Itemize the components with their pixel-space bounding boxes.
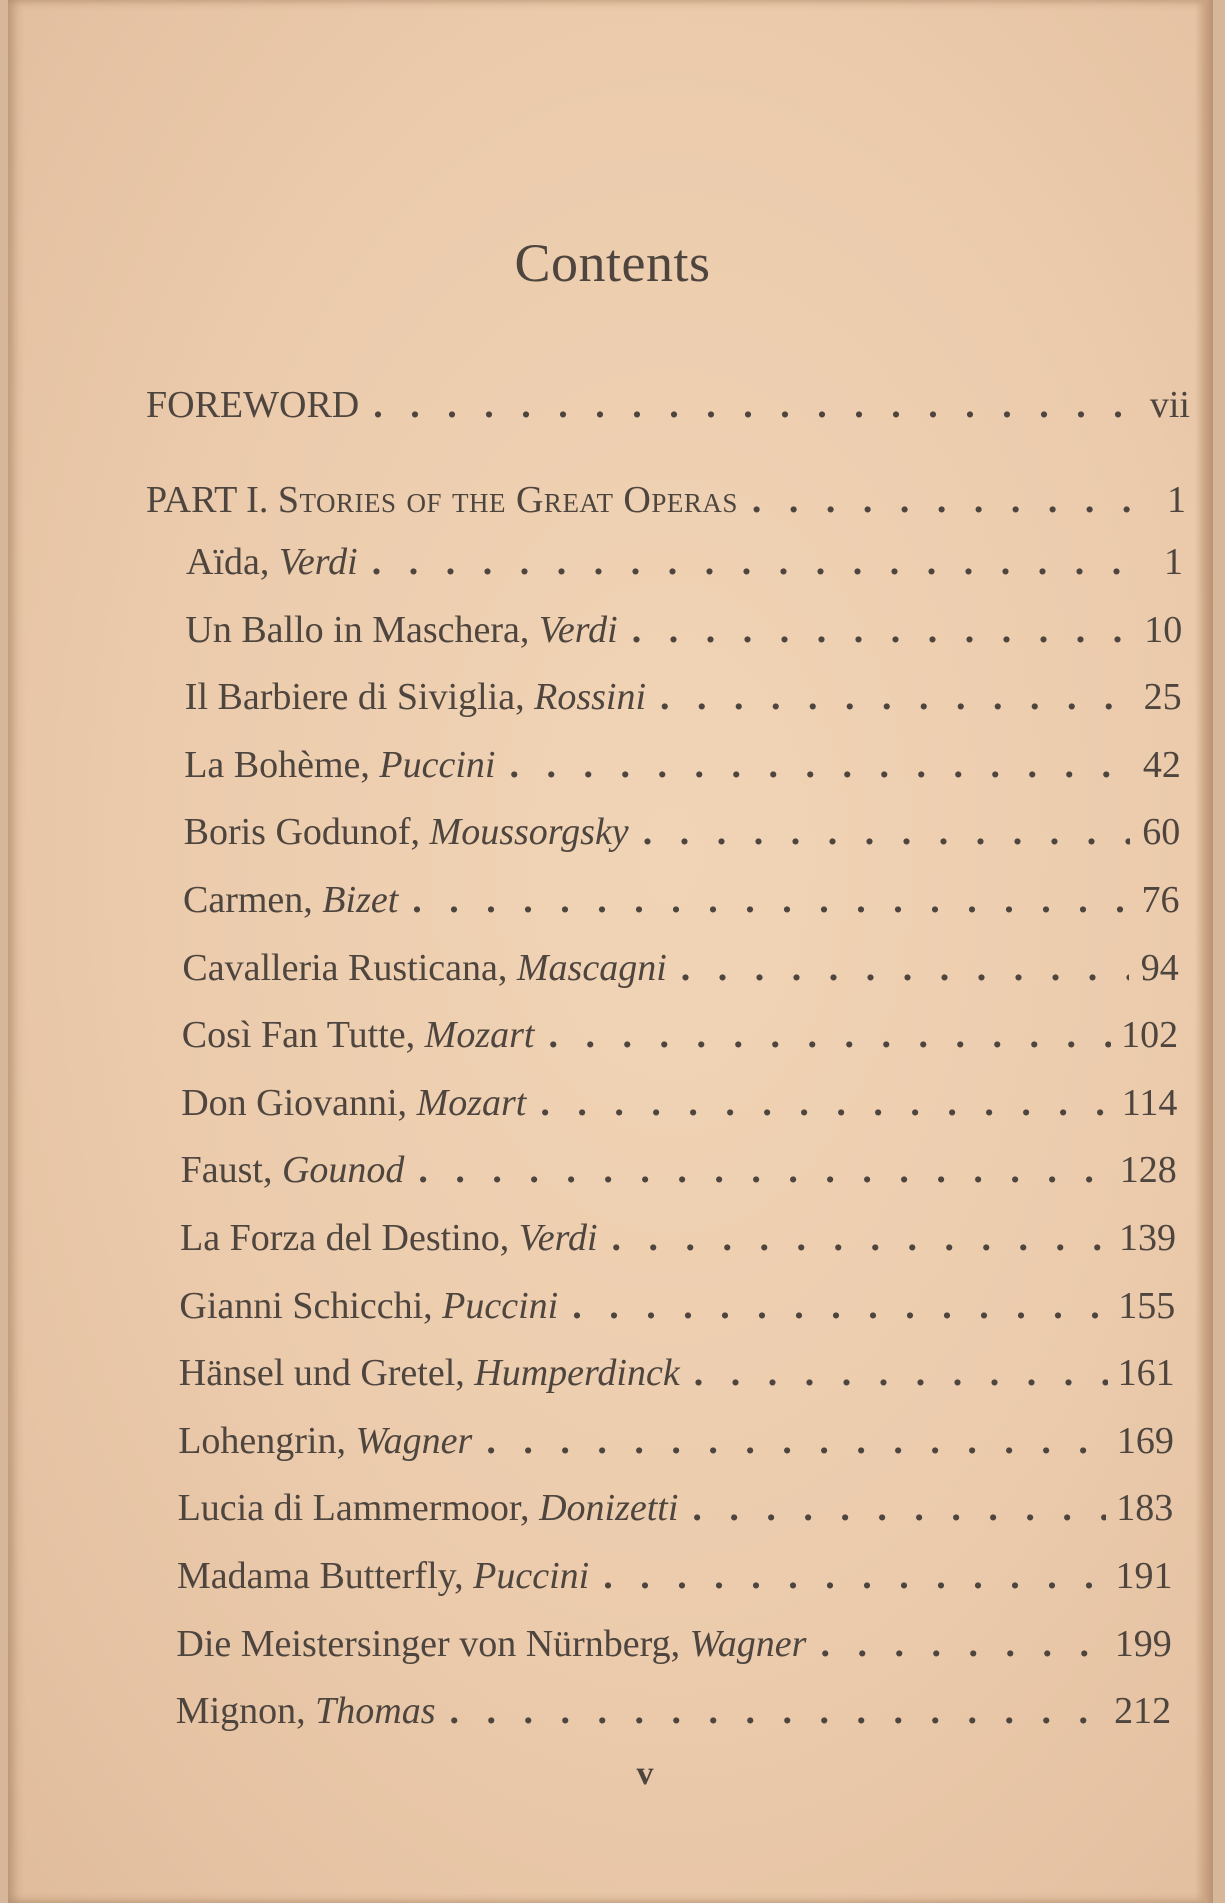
toc-entry [184,743,1181,787]
dot-leader [752,478,1136,522]
opera-title: Cavalleria Rusticana, [182,946,517,989]
toc-entry [184,810,1181,854]
toc-entry [185,675,1182,719]
opera-title: Madama Butterfly, [177,1555,474,1597]
dot-leader [603,1554,1105,1598]
toc-entry-title [178,1486,679,1530]
toc-entry [183,878,1180,922]
toc-entry-title [183,878,398,922]
toc-page-number: 161 [1117,1352,1175,1395]
toc-title-foreword: FOREWORD [146,384,360,426]
dot-leader [820,1622,1104,1666]
composer-name: Rossini [534,676,647,719]
toc-entry [181,1148,1177,1192]
composer-name: Puccini [442,1284,559,1327]
toc-page-number: 169 [1116,1419,1174,1462]
composer-name: Wagner [689,1622,807,1665]
toc-page-number: 25 [1143,676,1182,719]
toc-entry [180,1216,1176,1260]
toc-page-number: 102 [1121,1014,1179,1057]
opera-title: Un Ballo in Maschera, [185,608,539,651]
dot-leader [694,1351,1108,1395]
toc-entry [179,1351,1175,1395]
toc-entry [178,1419,1174,1463]
composer-name: Humperdinck [474,1352,680,1395]
toc-entry-title [185,675,646,719]
toc-entry [176,1689,1171,1733]
toc-page-number: 212 [1114,1690,1172,1733]
composer-name: Mascagni [516,946,667,989]
composer-name: Bizet [322,879,399,921]
page-title: Contents [514,233,711,293]
toc-entry-title [185,608,617,652]
composer-name: Verdi [538,608,618,651]
toc-row-foreword [146,383,1190,427]
toc-entry-title [180,1216,598,1260]
toc-entry [176,1622,1171,1666]
toc-entry-title [182,1013,535,1057]
dot-leader [612,1216,1109,1260]
toc-entry-title [182,946,666,990]
opera-title: Hänsel und Gretel, [178,1352,475,1395]
opera-title: Boris Godunof, [183,811,430,854]
toc-page-number: 114 [1121,1081,1178,1124]
toc-page-number: vii [1149,384,1190,426]
toc-page-number: 155 [1118,1284,1176,1327]
toc-page-number: 1 [1167,479,1186,521]
toc-page-number: 10 [1144,608,1183,651]
toc-page-number: 191 [1115,1555,1173,1597]
opera-title: Aïda, [186,541,279,583]
dot-leader [548,1013,1111,1057]
composer-name: Wagner [355,1419,473,1462]
composer-name: Puccini [379,743,496,786]
toc-entry-title [176,1622,806,1666]
toc-entry [186,540,1183,584]
toc-entry-title [177,1554,589,1598]
opera-title: Don Giovanni, [181,1081,417,1124]
dot-leader [373,383,1140,427]
composer-name: Mozart [424,1014,535,1057]
toc-entry [181,1081,1177,1125]
dot-leader [509,743,1130,787]
toc-page-number: 94 [1140,946,1179,989]
opera-title: Mignon, [175,1690,316,1733]
toc-page-number: 60 [1142,811,1181,854]
opera-title: Carmen, [183,879,323,921]
dot-leader [681,946,1129,990]
toc-entry-title [178,1419,472,1463]
toc-page-number: 76 [1141,879,1180,921]
composer-name: Puccini [473,1555,590,1597]
toc-page-number: 183 [1116,1487,1174,1530]
opera-title: Lohengrin, [178,1419,356,1462]
dot-leader [692,1486,1106,1530]
toc-entry-title [176,1689,436,1733]
dot-leader [540,1081,1111,1125]
opera-title: Die Meistersinger von Nürnberg, [176,1622,690,1665]
dot-leader [643,810,1131,854]
toc-entry [185,608,1182,652]
toc-entry [182,1013,1178,1057]
dot-leader [660,675,1132,719]
toc-entry [177,1554,1173,1598]
composer-name: Gounod [281,1149,405,1192]
toc-entry-title [179,1351,680,1395]
part-title: Stories of the Great Operas [277,479,738,521]
toc-entry-title [181,1081,526,1125]
opera-title: La Bohème, [184,743,380,786]
opera-title: Faust, [180,1149,282,1192]
page-folio: v [636,1755,654,1792]
toc-entry-title [184,743,495,787]
toc-entry-title [181,1148,405,1192]
part-prefix: PART I. [146,479,269,521]
toc-row-part1 [146,478,1186,522]
dot-leader [486,1419,1107,1463]
toc-page-number: 1 [1164,541,1183,583]
toc-entry-title [184,810,629,854]
toc-entry [182,946,1178,990]
dot-leader [412,878,1129,922]
opera-title: Lucia di Lammermoor, [177,1487,540,1530]
toc-entry-title [179,1284,558,1328]
opera-title: Così Fan Tutte, [181,1014,425,1057]
composer-name: Verdi [278,541,358,583]
toc-page-number: 128 [1119,1149,1177,1192]
opera-title: La Forza del Destino, [180,1217,519,1259]
composer-name: Mozart [416,1081,527,1124]
dot-leader [418,1148,1109,1192]
opera-title: Il Barbiere di Siviglia, [184,676,535,719]
composer-name: Verdi [518,1217,598,1259]
toc-page-number: 139 [1119,1217,1176,1259]
toc-page-number: 42 [1142,743,1181,786]
dot-leader [572,1284,1108,1328]
dot-leader [372,540,1133,584]
toc-title-part1 [146,478,738,522]
toc-entry [178,1486,1174,1530]
toc-entry-title [186,540,358,584]
dot-leader [450,1689,1105,1733]
composer-name: Moussorgsky [429,811,629,854]
dot-leader [632,608,1133,652]
composer-name: Thomas [315,1690,436,1733]
toc-page-number: 199 [1114,1622,1172,1665]
toc-entry [179,1284,1175,1328]
composer-name: Donizetti [539,1487,679,1530]
opera-title: Gianni Schicchi, [179,1284,443,1327]
